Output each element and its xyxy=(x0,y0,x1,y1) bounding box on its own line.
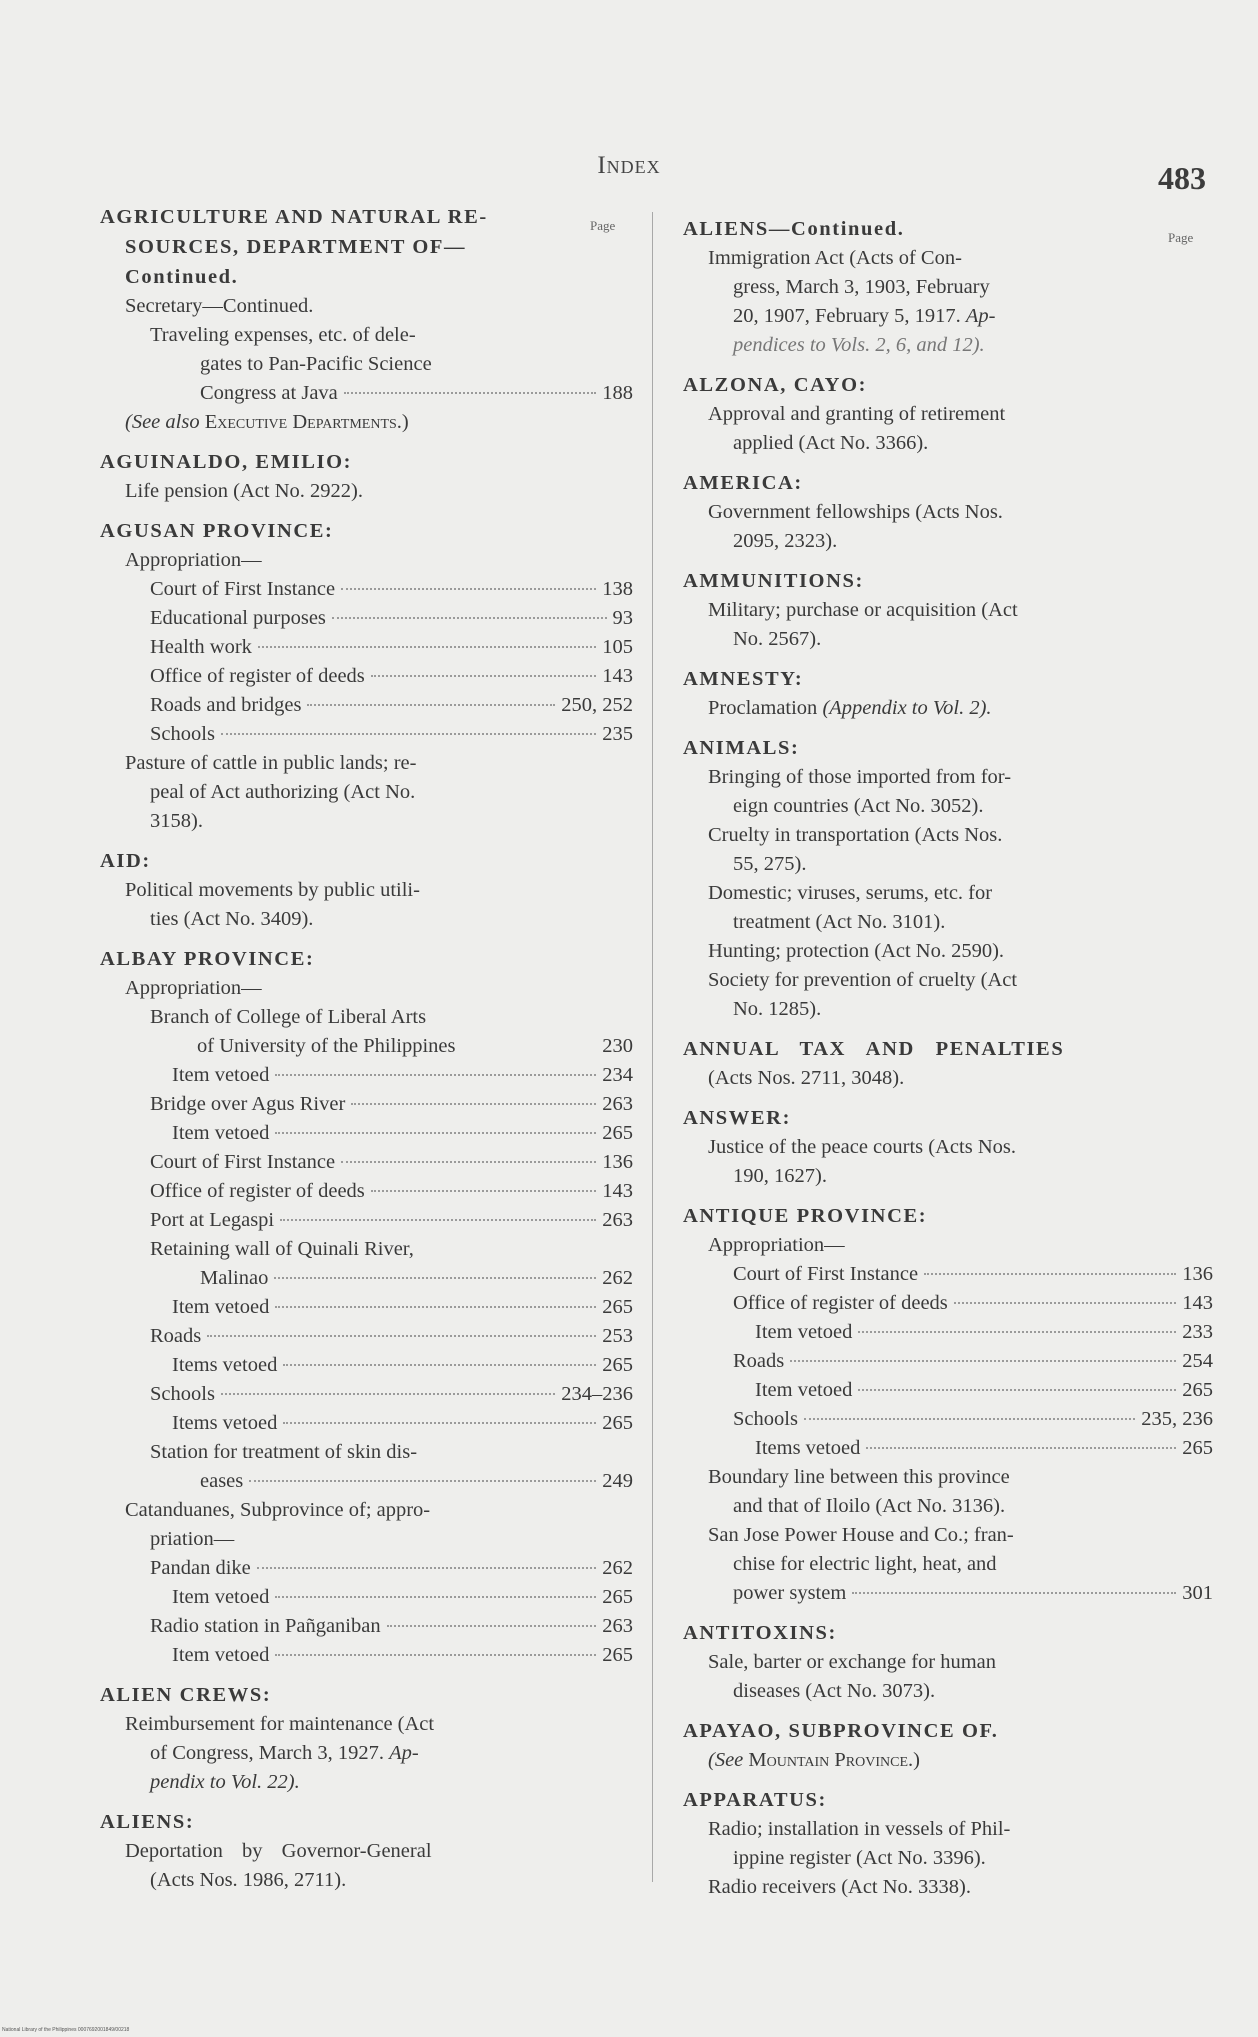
index-row xyxy=(100,662,633,691)
page-ref: 265 xyxy=(602,1644,633,1666)
entry-heading: AID: xyxy=(100,850,151,872)
subentry-label: of University of the Philippines xyxy=(197,1035,456,1057)
index-row xyxy=(100,1641,633,1670)
entry-apayao xyxy=(683,1716,1213,1775)
entry-heading: ALIENS: xyxy=(100,1811,195,1833)
subentry-label: Item vetoed xyxy=(172,1644,270,1666)
subentry-label: Items vetoed xyxy=(172,1412,278,1434)
entry-heading: ANNUAL TAX AND PENALTIES xyxy=(683,1038,1065,1060)
subentry: (Acts Nos. 1986, 2711). xyxy=(150,1869,347,1891)
subentry: Retaining wall of Quinali River, xyxy=(150,1238,414,1260)
subentry-label: Items vetoed xyxy=(172,1354,278,1376)
page-ref: 235, 236 xyxy=(1141,1408,1213,1430)
subentry: Bringing of those imported from for- xyxy=(708,766,1012,788)
page-ref: 136 xyxy=(1182,1263,1213,1285)
cross-reference: (See also Executive Departments.) xyxy=(125,411,409,433)
subentry xyxy=(683,1579,1213,1608)
page-ref: 265 xyxy=(602,1354,633,1376)
index-row xyxy=(100,1090,633,1119)
subentry-label: Malinao xyxy=(200,1267,269,1289)
page-ref: 234 xyxy=(602,1064,633,1086)
albay-rows-2 xyxy=(100,1293,633,1438)
dot-leader xyxy=(804,1417,1135,1420)
subentry-label: Court of First Instance xyxy=(733,1263,919,1285)
page-ref: 143 xyxy=(1182,1292,1213,1314)
page-ref: 265 xyxy=(602,1586,633,1608)
dot-leader xyxy=(207,1334,596,1337)
subentry-label: Health work xyxy=(150,636,252,658)
entry-animals xyxy=(683,733,1213,1024)
dot-leader xyxy=(221,1392,555,1395)
entry-heading: SOURCES, DEPARTMENT OF— xyxy=(125,236,467,258)
subentry: Domestic; viruses, serums, etc. for xyxy=(708,882,993,904)
dot-leader xyxy=(274,1276,596,1279)
cross-reference: (See Mountain Province.) xyxy=(708,1749,920,1771)
dot-leader xyxy=(249,1479,596,1482)
dot-leader xyxy=(954,1301,1176,1304)
entry-alzona xyxy=(683,370,1213,458)
page-ref: 254 xyxy=(1182,1350,1213,1372)
subentry-label: Congress at Java xyxy=(200,382,338,404)
page-ref: 138 xyxy=(602,578,633,600)
page-ref: 250, 252 xyxy=(561,694,633,716)
page-ref: 265 xyxy=(1182,1379,1213,1401)
subentry-label: Item vetoed xyxy=(172,1122,270,1144)
entry-heading: APAYAO, SUBPROVINCE OF. xyxy=(683,1720,999,1742)
index-row xyxy=(100,1351,633,1380)
dot-leader xyxy=(257,1566,596,1569)
dot-leader xyxy=(344,391,596,394)
subentry: Catanduanes, Subprovince of; appro- xyxy=(125,1499,431,1521)
subentry-label: Item vetoed xyxy=(755,1379,853,1401)
subentry-label: Roads and bridges xyxy=(150,694,302,716)
index-row xyxy=(100,575,633,604)
page-ref: 93 xyxy=(612,607,633,629)
dot-leader xyxy=(258,645,596,648)
subentry-label: Item vetoed xyxy=(172,1586,270,1608)
right-column xyxy=(683,214,1213,1902)
index-row xyxy=(100,1206,633,1235)
page-ref: 143 xyxy=(602,1180,633,1202)
entry-heading: Continued. xyxy=(125,266,239,288)
subentry: Boundary line between this province xyxy=(708,1466,1010,1488)
subentry: Approval and granting of retirement xyxy=(708,403,1006,425)
subentry: (Acts Nos. 2711, 3048). xyxy=(708,1067,905,1089)
index-row xyxy=(683,1376,1213,1405)
page-ref: 262 xyxy=(602,1557,633,1579)
page-ref: 143 xyxy=(602,665,633,687)
entry-antique xyxy=(683,1201,1213,1608)
subentry: Government fellowships (Acts Nos. xyxy=(708,501,1003,523)
index-row xyxy=(683,1289,1213,1318)
page-ref: 265 xyxy=(1182,1437,1213,1459)
entry-aliens xyxy=(100,1807,633,1895)
subentry-label: Bridge over Agus River xyxy=(150,1093,346,1115)
entry-america xyxy=(683,468,1213,556)
entry-heading: ANIMALS: xyxy=(683,737,800,759)
subentry: Proclamation (Appendix to Vol. 2). xyxy=(708,697,992,719)
page-column-label-left: Page xyxy=(590,218,616,233)
subentry-label: Port at Legaspi xyxy=(150,1209,275,1231)
entry-agusan xyxy=(100,516,633,836)
dot-leader xyxy=(852,1591,1176,1594)
dot-leader xyxy=(387,1624,597,1627)
subentry: peal of Act authorizing (Act No. xyxy=(150,781,416,803)
subentry: Cruelty in transportation (Acts Nos. xyxy=(708,824,1003,846)
dot-leader xyxy=(332,616,607,619)
entry-heading: ALIENS—Continued. xyxy=(683,218,905,240)
subentry-label: Items vetoed xyxy=(755,1437,861,1459)
subentry-label: power system xyxy=(733,1582,847,1604)
subentry-label: Item vetoed xyxy=(172,1296,270,1318)
page-ref: 263 xyxy=(602,1093,633,1115)
dot-leader xyxy=(283,1421,596,1424)
page-ref: 265 xyxy=(602,1122,633,1144)
subentry: 20, 1907, February 5, 1917. Ap- xyxy=(733,305,996,327)
subentry: diseases (Act No. 3073). xyxy=(733,1680,936,1702)
subentry-label: eases xyxy=(200,1470,244,1492)
entry-aid xyxy=(100,846,633,934)
subentry-label: Roads xyxy=(150,1325,202,1347)
index-row xyxy=(683,1347,1213,1376)
page-ref: 263 xyxy=(602,1615,633,1637)
page-ref: 188 xyxy=(602,382,633,404)
dot-leader xyxy=(275,1131,596,1134)
page-ref: 234–236 xyxy=(561,1383,633,1405)
entry-heading: ALIEN CREWS: xyxy=(100,1684,272,1706)
entry-heading: ANTITOXINS: xyxy=(683,1622,837,1644)
page-ref: 265 xyxy=(602,1296,633,1318)
entry-heading: AGUINALDO, EMILIO: xyxy=(100,451,353,473)
index-row xyxy=(100,1409,633,1438)
page-ref: 230 xyxy=(602,1035,633,1057)
entry-heading: ANTIQUE PROVINCE: xyxy=(683,1205,928,1227)
index-row xyxy=(683,1434,1213,1463)
page-ref: 105 xyxy=(602,636,633,658)
subentry-label: Pandan dike xyxy=(150,1557,251,1579)
index-row xyxy=(100,1322,633,1351)
dot-leader xyxy=(275,1653,596,1656)
entry-heading: ALBAY PROVINCE: xyxy=(100,948,315,970)
running-header: Index xyxy=(597,152,661,179)
subentry-label: Roads xyxy=(733,1350,785,1372)
dot-leader xyxy=(866,1446,1176,1449)
index-row xyxy=(100,604,633,633)
subentry-label: Office of register of deeds xyxy=(733,1292,948,1314)
entry-heading: APPARATUS: xyxy=(683,1789,827,1811)
subentry: 190, 1627). xyxy=(733,1165,827,1187)
subentry: priation— xyxy=(150,1528,235,1550)
entry-heading: AGUSAN PROVINCE: xyxy=(100,520,334,542)
dot-leader xyxy=(275,1595,596,1598)
subentry: Branch of College of Liberal Arts xyxy=(150,1006,427,1028)
index-row xyxy=(100,633,633,662)
index-row xyxy=(100,1380,633,1409)
albay-rows-3 xyxy=(100,1554,633,1670)
subentry-label: Schools xyxy=(733,1408,798,1430)
subentry-label: Office of register of deeds xyxy=(150,665,365,687)
subentry: Station for treatment of skin dis- xyxy=(150,1441,418,1463)
page-ref: 253 xyxy=(602,1325,633,1347)
subentry: and that of Iloilo (Act No. 3136). xyxy=(733,1495,1006,1517)
dot-leader xyxy=(341,587,596,590)
dot-leader xyxy=(858,1388,1176,1391)
subentry-label: Court of First Instance xyxy=(150,1151,336,1173)
dot-leader xyxy=(790,1359,1176,1362)
subentry: Radio receivers (Act No. 3338). xyxy=(708,1876,971,1898)
subentry: Appropriation— xyxy=(125,977,262,999)
entry-agriculture xyxy=(100,202,633,437)
dot-leader xyxy=(280,1218,596,1221)
entry-aguinaldo xyxy=(100,447,633,506)
subentry: Immigration Act (Acts of Con- xyxy=(708,247,962,269)
subentry xyxy=(100,1032,633,1061)
scan-footer: National Library of the Philippines 0007692001849/00218 xyxy=(2,2027,130,2033)
dot-leader xyxy=(371,674,596,677)
entry-apparatus xyxy=(683,1785,1213,1902)
entry-heading: AGRICULTURE AND NATURAL RE- xyxy=(100,206,488,228)
subentry: pendices to Vols. 2, 6, and 12). xyxy=(733,334,985,356)
page-ref: 301 xyxy=(1182,1582,1213,1604)
index-row xyxy=(683,1318,1213,1347)
subentry: 55, 275). xyxy=(733,853,807,875)
index-row xyxy=(100,720,633,749)
index-row xyxy=(100,1177,633,1206)
index-row xyxy=(100,1554,633,1583)
index-row xyxy=(100,1148,633,1177)
subentry: 3158). xyxy=(150,810,203,832)
page-ref: 233 xyxy=(1182,1321,1213,1343)
subentry: No. 2567). xyxy=(733,628,822,650)
entry-antitoxins xyxy=(683,1618,1213,1706)
index-row xyxy=(100,1612,633,1641)
subentry: eign countries (Act No. 3052). xyxy=(733,795,984,817)
agusan-items xyxy=(100,575,633,749)
subentry: gates to Pan-Pacific Science xyxy=(200,353,432,375)
entry-heading: AMERICA: xyxy=(683,472,803,494)
index-row xyxy=(100,1583,633,1612)
subentry: Political movements by public utili- xyxy=(125,879,420,901)
subentry-label: Item vetoed xyxy=(755,1321,853,1343)
entry-albay xyxy=(100,944,633,1670)
dot-leader xyxy=(858,1330,1176,1333)
dot-leader xyxy=(275,1073,596,1076)
subentry-label: Court of First Instance xyxy=(150,578,336,600)
page-column-label-right: Page xyxy=(1168,230,1194,245)
subentry: Hunting; protection (Act No. 2590). xyxy=(708,940,1005,962)
page-ref: 263 xyxy=(602,1209,633,1231)
subentry: No. 1285). xyxy=(733,998,822,1020)
index-row xyxy=(683,1405,1213,1434)
dot-leader xyxy=(275,1305,596,1308)
page-ref: 136 xyxy=(602,1151,633,1173)
subentry: chise for electric light, heat, and xyxy=(733,1553,997,1575)
subentry: ippine register (Act No. 3396). xyxy=(733,1847,986,1869)
antique-rows xyxy=(683,1260,1213,1463)
page-ref: 265 xyxy=(602,1412,633,1434)
subentry: of Congress, March 3, 1927. Ap- xyxy=(150,1742,419,1764)
subentry: Secretary—Continued. xyxy=(125,295,314,317)
subentry-label: Office of register of deeds xyxy=(150,1180,365,1202)
subentry xyxy=(100,1264,633,1293)
subentry-label: Radio station in Pañganiban xyxy=(150,1615,381,1637)
subentry: applied (Act No. 3366). xyxy=(733,432,929,454)
dot-leader xyxy=(341,1160,596,1163)
index-row xyxy=(100,1293,633,1322)
left-column xyxy=(100,202,633,1895)
subentry: Appropriation— xyxy=(708,1234,845,1256)
entry-answer xyxy=(683,1103,1213,1191)
subentry-label: Educational purposes xyxy=(150,607,326,629)
page-ref: 235 xyxy=(602,723,633,745)
subentry: Sale, barter or exchange for human xyxy=(708,1651,997,1673)
subentry: pendix to Vol. 22). xyxy=(150,1771,300,1793)
page-ref: 249 xyxy=(602,1470,633,1492)
subentry: Appropriation— xyxy=(125,549,262,571)
dot-leader xyxy=(924,1272,1176,1275)
subentry: San Jose Power House and Co.; fran- xyxy=(708,1524,1014,1546)
dot-leader xyxy=(283,1363,596,1366)
subentry: Traveling expenses, etc. of dele- xyxy=(150,324,416,346)
subentry: ties (Act No. 3409). xyxy=(150,908,314,930)
subentry-label: Schools xyxy=(150,723,215,745)
entry-ammunitions xyxy=(683,566,1213,654)
subentry: Justice of the peace courts (Acts Nos. xyxy=(708,1136,1016,1158)
entry-alien-crews xyxy=(100,1680,633,1797)
entry-heading: ANSWER: xyxy=(683,1107,792,1129)
subentry: Life pension (Act No. 2922). xyxy=(125,480,363,502)
dot-leader xyxy=(221,732,596,735)
subentry: 2095, 2323). xyxy=(733,530,838,552)
subentry: Reimbursement for maintenance (Act xyxy=(125,1713,435,1735)
subentry xyxy=(100,379,633,408)
column-divider xyxy=(652,212,653,1882)
entry-annual-tax xyxy=(683,1034,1213,1093)
subentry: Society for prevention of cruelty (Act xyxy=(708,969,1018,991)
dot-leader xyxy=(307,703,555,706)
subentry: gress, March 3, 1903, February xyxy=(733,276,990,298)
entry-heading: ALZONA, CAYO: xyxy=(683,374,868,396)
subentry: Deportation by Governor-General xyxy=(125,1840,432,1862)
dot-leader xyxy=(371,1189,596,1192)
subentry: Pasture of cattle in public lands; re- xyxy=(125,752,417,774)
subentry: Military; purchase or acquisition (Act xyxy=(708,599,1018,621)
entry-heading: AMNESTY: xyxy=(683,668,804,690)
page-number: 483 xyxy=(1158,160,1206,196)
index-row xyxy=(683,1260,1213,1289)
entry-amnesty xyxy=(683,664,1213,723)
index-row xyxy=(100,1119,633,1148)
index-row xyxy=(100,1061,633,1090)
albay-rows xyxy=(100,1061,633,1235)
dot-leader xyxy=(462,1046,597,1047)
index-row xyxy=(100,691,633,720)
subentry: treatment (Act No. 3101). xyxy=(733,911,946,933)
dot-leader xyxy=(351,1102,596,1105)
subentry: Radio; installation in vessels of Phil- xyxy=(708,1818,1011,1840)
entry-heading: AMMUNITIONS: xyxy=(683,570,864,592)
subentry xyxy=(100,1467,633,1496)
subentry-label: Schools xyxy=(150,1383,215,1405)
subentry-label: Item vetoed xyxy=(172,1064,270,1086)
entry-aliens-continued xyxy=(683,214,1213,360)
page-ref: 262 xyxy=(602,1267,633,1289)
